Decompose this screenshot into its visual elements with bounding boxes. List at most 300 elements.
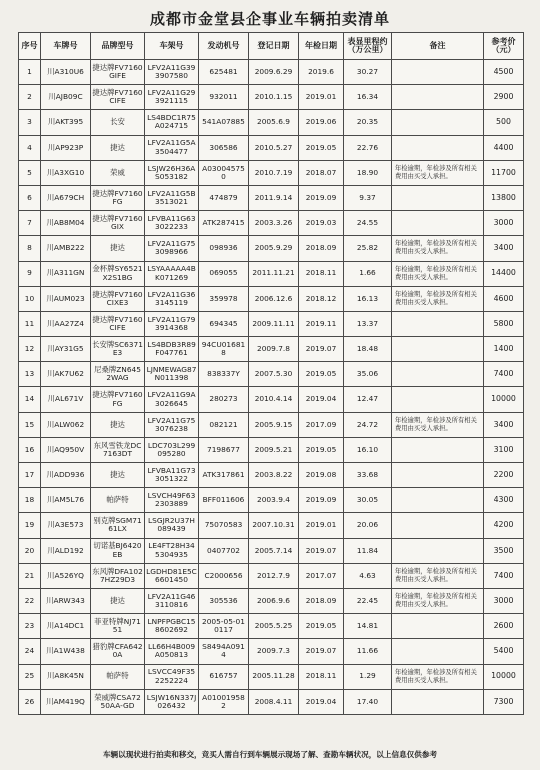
cell-plate: 川AY31G5 — [41, 337, 91, 362]
cell-register-date: 2009.7.8 — [249, 337, 299, 362]
cell-vin: LSYAAAAA4BK071269 — [145, 261, 199, 286]
cell-remarks — [392, 488, 484, 513]
cell-engine-no: 7198677 — [199, 437, 249, 462]
cell-engine-no: 75070583 — [199, 513, 249, 538]
cell-inspection-date: 2019.11 — [299, 311, 344, 336]
cell-vin: LSGJR2U37H089439 — [145, 513, 199, 538]
cell-engine-no: 932011 — [199, 85, 249, 110]
vehicle-auction-table — [18, 32, 524, 715]
cell-plate: 川AM419Q — [41, 689, 91, 714]
table-row — [19, 689, 524, 714]
cell-register-date: 2006.12.6 — [249, 286, 299, 311]
cell-mileage: 33.68 — [344, 463, 392, 488]
cell-reference-price: 3500 — [484, 538, 524, 563]
cell-vin: LL66H4B009A050813 — [145, 639, 199, 664]
cell-mileage: 22.45 — [344, 588, 392, 613]
cell-brand-model: 尼桑牌ZN6452WAG — [91, 362, 145, 387]
cell-plate: 川AA27Z4 — [41, 311, 91, 336]
cell-mileage: 22.76 — [344, 135, 392, 160]
document-title: 成都市金堂县企事业车辆拍卖清单 — [149, 10, 390, 28]
cell-index: 1 — [19, 60, 41, 85]
cell-reference-price: 10000 — [484, 664, 524, 689]
table-row — [19, 463, 524, 488]
cell-mileage: 13.37 — [344, 311, 392, 336]
cell-inspection-date: 2019.08 — [299, 463, 344, 488]
cell-mileage: 18.90 — [344, 160, 392, 185]
table-header-row — [19, 33, 524, 60]
cell-reference-price: 7400 — [484, 563, 524, 588]
cell-remarks: 年检逾期，年检涉及所有相关费用由买受人承担。 — [392, 412, 484, 437]
cell-index: 2 — [19, 85, 41, 110]
cell-engine-no: 625481 — [199, 60, 249, 85]
table-row — [19, 488, 524, 513]
cell-engine-no: 694345 — [199, 311, 249, 336]
cell-plate: 川ALD192 — [41, 538, 91, 563]
cell-index: 9 — [19, 261, 41, 286]
cell-index: 8 — [19, 236, 41, 261]
cell-engine-no: ATK317861 — [199, 463, 249, 488]
cell-remarks — [392, 689, 484, 714]
cell-vin: LS4BDC1R75A024715 — [145, 110, 199, 135]
cell-brand-model: 金杯牌SY6521X2S1BG — [91, 261, 145, 286]
cell-engine-no: 838337Y — [199, 362, 249, 387]
cell-register-date: 2006.9.6 — [249, 588, 299, 613]
cell-inspection-date: 2019.04 — [299, 387, 344, 412]
header-plate: 车牌号 — [41, 33, 91, 60]
cell-vin: LFV2A11G293921115 — [145, 85, 199, 110]
cell-register-date: 2003.3.26 — [249, 211, 299, 236]
cell-inspection-date: 2017.07 — [299, 563, 344, 588]
table-row — [19, 85, 524, 110]
cell-brand-model: 东风牌DFA1027HZ29D3 — [91, 563, 145, 588]
cell-register-date: 2003.9.4 — [249, 488, 299, 513]
cell-vin: LFV2A11G5A3504477 — [145, 135, 199, 160]
cell-plate: 川AP923P — [41, 135, 91, 160]
table-row — [19, 60, 524, 85]
cell-remarks — [392, 110, 484, 135]
cell-engine-no: 94CU016818 — [199, 337, 249, 362]
cell-engine-no: BFF011606 — [199, 488, 249, 513]
cell-mileage: 9.37 — [344, 185, 392, 210]
cell-reference-price: 3100 — [484, 437, 524, 462]
cell-inspection-date: 2019.07 — [299, 337, 344, 362]
header-engine-no: 发动机号 — [199, 33, 249, 60]
header-reference-price: 参考价（元） — [484, 33, 524, 60]
cell-inspection-date: 2018.12 — [299, 286, 344, 311]
cell-register-date: 2005.7.14 — [249, 538, 299, 563]
cell-index: 16 — [19, 437, 41, 462]
cell-inspection-date: 2018.11 — [299, 261, 344, 286]
cell-plate: 川A8K45N — [41, 664, 91, 689]
cell-inspection-date: 2018.11 — [299, 664, 344, 689]
cell-register-date: 2009.7.3 — [249, 639, 299, 664]
cell-reference-price: 3000 — [484, 588, 524, 613]
table-row — [19, 311, 524, 336]
cell-plate: 川A14DC1 — [41, 614, 91, 639]
cell-brand-model: 捷达 — [91, 412, 145, 437]
cell-engine-no: 359978 — [199, 286, 249, 311]
cell-index: 19 — [19, 513, 41, 538]
cell-inspection-date: 2019.07 — [299, 639, 344, 664]
cell-remarks: 年检逾期，年检涉及所有相关费用由买受人承担。 — [392, 261, 484, 286]
cell-brand-model: 捷达 — [91, 588, 145, 613]
cell-mileage: 16.10 — [344, 437, 392, 462]
cell-register-date: 2010.7.19 — [249, 160, 299, 185]
cell-plate: 川AM5L76 — [41, 488, 91, 513]
cell-inspection-date: 2019.05 — [299, 135, 344, 160]
header-brand-model: 品牌型号 — [91, 33, 145, 60]
cell-vin: LFVBA11G633022233 — [145, 211, 199, 236]
cell-vin: LGDHD81E5C6601450 — [145, 563, 199, 588]
table-row — [19, 664, 524, 689]
cell-vin: LS4BDB3R89F047761 — [145, 337, 199, 362]
cell-brand-model: 切诺基BJ6420EB — [91, 538, 145, 563]
cell-register-date: 2007.10.31 — [249, 513, 299, 538]
cell-inspection-date: 2017.09 — [299, 412, 344, 437]
cell-index: 3 — [19, 110, 41, 135]
table-row — [19, 261, 524, 286]
cell-engine-no: 069055 — [199, 261, 249, 286]
cell-inspection-date: 2019.04 — [299, 689, 344, 714]
cell-index: 11 — [19, 311, 41, 336]
cell-brand-model: 捷达牌FV7160GIX — [91, 211, 145, 236]
cell-index: 15 — [19, 412, 41, 437]
cell-brand-model: 别克牌SGM7161LX — [91, 513, 145, 538]
cell-vin: LFV2A11G793914368 — [145, 311, 199, 336]
cell-plate: 川AB8M04 — [41, 211, 91, 236]
header-mileage: 表显里程约（万公里） — [344, 33, 392, 60]
cell-remarks: 年检逾期，年检涉及所有相关费用由买受人承担。 — [392, 236, 484, 261]
cell-brand-model: 捷达 — [91, 463, 145, 488]
cell-inspection-date: 2019.6 — [299, 60, 344, 85]
footer-note: 车辆以现状进行拍卖和移交，竞买人需自行到车辆展示现场了解、查勘车辆状况，以上信息仅供参考 — [102, 750, 438, 759]
cell-register-date: 2005.5.25 — [249, 614, 299, 639]
table-row — [19, 513, 524, 538]
cell-remarks — [392, 639, 484, 664]
cell-index: 10 — [19, 286, 41, 311]
cell-reference-price: 2900 — [484, 85, 524, 110]
cell-inspection-date: 2019.05 — [299, 437, 344, 462]
cell-register-date: 2010.5.27 — [249, 135, 299, 160]
cell-remarks — [392, 60, 484, 85]
header-vin: 车架号 — [145, 33, 199, 60]
cell-inspection-date: 2019.06 — [299, 110, 344, 135]
cell-reference-price: 14400 — [484, 261, 524, 286]
cell-brand-model: 荣威 — [91, 160, 145, 185]
cell-reference-price: 5800 — [484, 311, 524, 336]
cell-engine-no: ATK287415 — [199, 211, 249, 236]
cell-engine-no: 0407702 — [199, 538, 249, 563]
cell-register-date: 2009.5.21 — [249, 437, 299, 462]
cell-mileage: 1.66 — [344, 261, 392, 286]
cell-mileage: 24.55 — [344, 211, 392, 236]
table-row — [19, 160, 524, 185]
cell-mileage: 17.40 — [344, 689, 392, 714]
cell-register-date: 2005.6.9 — [249, 110, 299, 135]
cell-remarks — [392, 463, 484, 488]
cell-plate: 川AL671V — [41, 387, 91, 412]
cell-index: 14 — [19, 387, 41, 412]
header-index: 序号 — [19, 33, 41, 60]
cell-index: 17 — [19, 463, 41, 488]
cell-inspection-date: 2018.09 — [299, 236, 344, 261]
cell-register-date: 2008.4.11 — [249, 689, 299, 714]
cell-remarks — [392, 538, 484, 563]
cell-engine-no: A010019582 — [199, 689, 249, 714]
cell-mileage: 16.13 — [344, 286, 392, 311]
cell-vin: LFV2A11G5B3513021 — [145, 185, 199, 210]
cell-remarks — [392, 437, 484, 462]
cell-remarks — [392, 185, 484, 210]
cell-register-date: 2003.8.22 — [249, 463, 299, 488]
cell-brand-model: 捷达牌FV7160GIFE — [91, 60, 145, 85]
cell-reference-price: 5400 — [484, 639, 524, 664]
cell-engine-no: 2005-05-010117 — [199, 614, 249, 639]
cell-index: 26 — [19, 689, 41, 714]
cell-vin: LFV2A11G753098966 — [145, 236, 199, 261]
cell-brand-model: 长安 — [91, 110, 145, 135]
table-row — [19, 110, 524, 135]
cell-reference-price: 3400 — [484, 236, 524, 261]
cell-mileage: 30.05 — [344, 488, 392, 513]
cell-plate: 川AMB222 — [41, 236, 91, 261]
cell-plate: 川AJB09C — [41, 85, 91, 110]
cell-vin: LFV2A11G9A3026645 — [145, 387, 199, 412]
cell-reference-price: 10000 — [484, 387, 524, 412]
cell-reference-price: 2600 — [484, 614, 524, 639]
cell-register-date: 2009.6.29 — [249, 60, 299, 85]
table-row — [19, 588, 524, 613]
cell-engine-no: 280273 — [199, 387, 249, 412]
cell-engine-no: 541A07885 — [199, 110, 249, 135]
cell-plate: 川ALW062 — [41, 412, 91, 437]
cell-brand-model: 捷达牌FV7160CIFE — [91, 311, 145, 336]
cell-index: 20 — [19, 538, 41, 563]
cell-index: 4 — [19, 135, 41, 160]
cell-vin: LFV2A11G463110816 — [145, 588, 199, 613]
cell-brand-model: 长安牌SC6371E3 — [91, 337, 145, 362]
cell-remarks: 年检逾期，年检涉及所有相关费用由买受人承担。 — [392, 563, 484, 588]
cell-vin: LFV2A11G393907580 — [145, 60, 199, 85]
cell-index: 21 — [19, 563, 41, 588]
cell-brand-model: 东风雪铁龙DC7163DT — [91, 437, 145, 462]
cell-reference-price: 7400 — [484, 362, 524, 387]
table-row — [19, 337, 524, 362]
table-row — [19, 236, 524, 261]
cell-inspection-date: 2019.09 — [299, 185, 344, 210]
cell-reference-price: 4400 — [484, 135, 524, 160]
cell-reference-price: 3000 — [484, 211, 524, 236]
cell-remarks: 年检逾期，年检涉及所有相关费用由买受人承担。 — [392, 160, 484, 185]
cell-mileage: 14.81 — [344, 614, 392, 639]
cell-plate: 川A3XG10 — [41, 160, 91, 185]
cell-reference-price: 3400 — [484, 412, 524, 437]
cell-mileage: 12.47 — [344, 387, 392, 412]
cell-vin: LFV2A11G363145119 — [145, 286, 199, 311]
cell-remarks — [392, 311, 484, 336]
cell-vin: LFV2A11G753076238 — [145, 412, 199, 437]
cell-remarks — [392, 614, 484, 639]
cell-inspection-date: 2019.05 — [299, 614, 344, 639]
cell-index: 7 — [19, 211, 41, 236]
cell-brand-model: 帕萨特 — [91, 664, 145, 689]
cell-engine-no: 305536 — [199, 588, 249, 613]
cell-plate: 川A679CH — [41, 185, 91, 210]
cell-plate: 川A1W438 — [41, 639, 91, 664]
cell-remarks — [392, 337, 484, 362]
cell-index: 25 — [19, 664, 41, 689]
cell-plate: 川AK7U62 — [41, 362, 91, 387]
cell-brand-model: 捷达 — [91, 135, 145, 160]
cell-reference-price: 7300 — [484, 689, 524, 714]
cell-vin: LSJW16N337J026432 — [145, 689, 199, 714]
cell-register-date: 2005.11.28 — [249, 664, 299, 689]
cell-mileage: 20.35 — [344, 110, 392, 135]
cell-inspection-date: 2019.03 — [299, 211, 344, 236]
cell-remarks — [392, 211, 484, 236]
cell-engine-no: 098936 — [199, 236, 249, 261]
table-row — [19, 639, 524, 664]
table-row — [19, 185, 524, 210]
cell-reference-price: 13800 — [484, 185, 524, 210]
cell-inspection-date: 2018.09 — [299, 588, 344, 613]
cell-inspection-date: 2019.01 — [299, 85, 344, 110]
header-inspection-date: 年检日期 — [299, 33, 344, 60]
table-row — [19, 286, 524, 311]
cell-remarks: 年检逾期，年检涉及所有相关费用由买受人承担。 — [392, 664, 484, 689]
cell-index: 18 — [19, 488, 41, 513]
cell-mileage: 25.82 — [344, 236, 392, 261]
cell-plate: 川A310U6 — [41, 60, 91, 85]
cell-mileage: 20.06 — [344, 513, 392, 538]
cell-brand-model: 捷达 — [91, 236, 145, 261]
cell-vin: LFVBA11G733051322 — [145, 463, 199, 488]
cell-remarks — [392, 387, 484, 412]
cell-reference-price: 11700 — [484, 160, 524, 185]
cell-index: 6 — [19, 185, 41, 210]
cell-register-date: 2010.1.15 — [249, 85, 299, 110]
cell-remarks — [392, 85, 484, 110]
cell-index: 5 — [19, 160, 41, 185]
table-row — [19, 387, 524, 412]
cell-plate: 川A526YQ — [41, 563, 91, 588]
cell-engine-no: 474879 — [199, 185, 249, 210]
cell-mileage: 16.34 — [344, 85, 392, 110]
cell-index: 13 — [19, 362, 41, 387]
header-remarks: 备注 — [392, 33, 484, 60]
cell-engine-no: A030045750 — [199, 160, 249, 185]
cell-index: 23 — [19, 614, 41, 639]
cell-engine-no: C2000656 — [199, 563, 249, 588]
cell-brand-model: 菲亚特牌NJ7151 — [91, 614, 145, 639]
cell-engine-no: 616757 — [199, 664, 249, 689]
cell-register-date: 2007.5.30 — [249, 362, 299, 387]
cell-vin: LSJW26H36AS053182 — [145, 160, 199, 185]
cell-register-date: 2011.9.14 — [249, 185, 299, 210]
cell-mileage: 4.63 — [344, 563, 392, 588]
cell-inspection-date: 2019.09 — [299, 488, 344, 513]
cell-vin: LSVCH49F632303889 — [145, 488, 199, 513]
cell-plate: 川AQ950V — [41, 437, 91, 462]
cell-reference-price: 4500 — [484, 60, 524, 85]
cell-engine-no: S8494A0914 — [199, 639, 249, 664]
cell-brand-model: 猎豹牌CFA6420A — [91, 639, 145, 664]
cell-vin: LSVCC49F352252224 — [145, 664, 199, 689]
table-row — [19, 135, 524, 160]
cell-register-date: 2005.9.29 — [249, 236, 299, 261]
cell-register-date: 2010.4.14 — [249, 387, 299, 412]
cell-engine-no: 306586 — [199, 135, 249, 160]
table-row — [19, 437, 524, 462]
cell-reference-price: 1400 — [484, 337, 524, 362]
cell-mileage: 11.84 — [344, 538, 392, 563]
cell-remarks: 年检逾期，年检涉及所有相关费用由买受人承担。 — [392, 286, 484, 311]
cell-plate: 川ADD936 — [41, 463, 91, 488]
cell-vin: LJNMEWAG87N011398 — [145, 362, 199, 387]
cell-index: 22 — [19, 588, 41, 613]
cell-brand-model: 捷达牌FV7160FG — [91, 387, 145, 412]
cell-index: 12 — [19, 337, 41, 362]
header-register-date: 登记日期 — [249, 33, 299, 60]
cell-mileage: 18.48 — [344, 337, 392, 362]
cell-vin: LNPFPGBC158602692 — [145, 614, 199, 639]
cell-mileage: 30.27 — [344, 60, 392, 85]
cell-remarks — [392, 135, 484, 160]
cell-mileage: 24.72 — [344, 412, 392, 437]
cell-plate: 川AKT395 — [41, 110, 91, 135]
cell-brand-model: 捷达牌FV7160FG — [91, 185, 145, 210]
cell-engine-no: 082121 — [199, 412, 249, 437]
cell-brand-model: 捷达牌FV7160CIFE — [91, 85, 145, 110]
cell-register-date: 2005.9.15 — [249, 412, 299, 437]
cell-remarks: 年检逾期，年检涉及所有相关费用由买受人承担。 — [392, 588, 484, 613]
cell-brand-model: 帕萨特 — [91, 488, 145, 513]
cell-register-date: 2009.11.11 — [249, 311, 299, 336]
cell-reference-price: 4600 — [484, 286, 524, 311]
cell-remarks — [392, 362, 484, 387]
cell-plate: 川A3E573 — [41, 513, 91, 538]
cell-reference-price: 4300 — [484, 488, 524, 513]
cell-inspection-date: 2018.07 — [299, 160, 344, 185]
cell-mileage: 35.06 — [344, 362, 392, 387]
cell-mileage: 11.66 — [344, 639, 392, 664]
cell-plate: 川ARW343 — [41, 588, 91, 613]
table-row — [19, 563, 524, 588]
cell-vin: LDC703L299095280 — [145, 437, 199, 462]
table-row — [19, 211, 524, 236]
table-row — [19, 412, 524, 437]
cell-remarks — [392, 513, 484, 538]
cell-plate: 川AUM023 — [41, 286, 91, 311]
cell-inspection-date: 2019.07 — [299, 538, 344, 563]
cell-reference-price: 2200 — [484, 463, 524, 488]
table-row — [19, 538, 524, 563]
cell-register-date: 2011.11.21 — [249, 261, 299, 286]
table-row — [19, 614, 524, 639]
cell-inspection-date: 2019.01 — [299, 513, 344, 538]
cell-inspection-date: 2019.05 — [299, 362, 344, 387]
table-row — [19, 362, 524, 387]
cell-vin: LE4FT28H345304935 — [145, 538, 199, 563]
cell-reference-price: 4200 — [484, 513, 524, 538]
cell-brand-model: 捷达牌FV7160CIXE3 — [91, 286, 145, 311]
cell-brand-model: 荣威牌CSA7250AA-GD — [91, 689, 145, 714]
cell-register-date: 2012.7.9 — [249, 563, 299, 588]
cell-plate: 川A311GN — [41, 261, 91, 286]
table-body — [19, 60, 524, 715]
cell-reference-price: 500 — [484, 110, 524, 135]
cell-index: 24 — [19, 639, 41, 664]
